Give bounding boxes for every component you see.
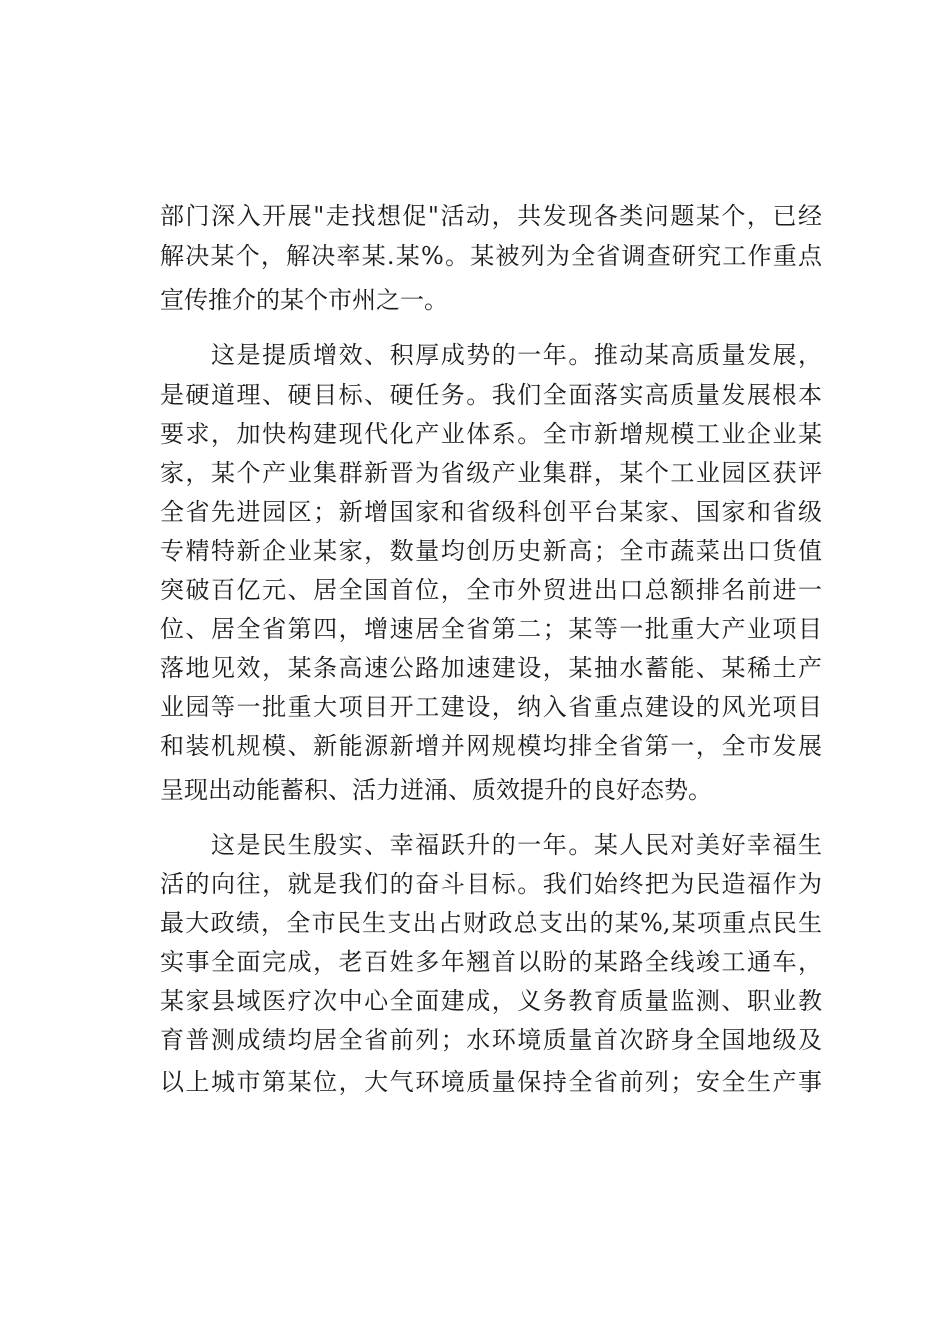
text-line: 和装机规模、新能源新增并网规模均排全省第一，全市发展 [160, 732, 822, 760]
text-line: 家，某个产业集群新晋为省级产业集群，某个工业园区获评 [160, 459, 822, 487]
text-line: 是硬道理、硬目标、硬任务。我们全面落实高质量发展根本 [160, 381, 822, 409]
text-line: 这是民生殷实、幸福跃升的一年。某人民对美好幸福生 [160, 831, 822, 859]
text-line: 这是提质增效、积厚成势的一年。推动某高质量发展， [160, 341, 822, 369]
text-line: 实事全面完成，老百姓多年翘首以盼的某路全线竣工通车， [160, 948, 822, 976]
text-line: 全省先进园区；新增国家和省级科创平台某家、国家和省级 [160, 498, 822, 526]
text-line: 专精特新企业某家，数量均创历史新高；全市蔬菜出口货值 [160, 537, 822, 565]
text-line: 活的向往，就是我们的奋斗目标。我们始终把为民造福作为 [160, 870, 822, 898]
text-line: 部门深入开展"走找想促"活动，共发现各类问题某个，已经 [160, 202, 822, 230]
text-line: 育普测成绩均居全省前列；水环境质量首次跻身全国地级及 [160, 1026, 822, 1054]
text-line: 最大政绩，全市民生支出占财政总支出的某%,某项重点民生 [160, 909, 822, 937]
text-line: 以上城市第某位，大气环境质量保持全省前列；安全生产事 [160, 1068, 822, 1096]
text-line: 突破百亿元、居全国首位，全市外贸进出口总额排名前进一 [160, 576, 822, 604]
text-line: 某家县域医疗次中心全面建成，义务教育质量监测、职业教 [160, 987, 822, 1015]
text-line: 落地见效，某条高速公路加速建设，某抽水蓄能、某稀土产 [160, 654, 822, 682]
text-line: 呈现出动能蓄积、活力迸涌、质效提升的良好态势。 [160, 776, 712, 804]
text-line: 业园等一批重大项目开工建设，纳入省重点建设的风光项目 [160, 693, 822, 721]
text-line: 解决某个，解决率某.某%。某被列为全省调查研究工作重点 [160, 242, 822, 270]
text-line: 位、居全省第四，增速居全省第二；某等一批重大产业项目 [160, 615, 822, 643]
text-line: 要求，加快构建现代化产业体系。全市新增规模工业企业某 [160, 420, 822, 448]
text-line: 宣传推介的某个市州之一。 [160, 286, 448, 314]
